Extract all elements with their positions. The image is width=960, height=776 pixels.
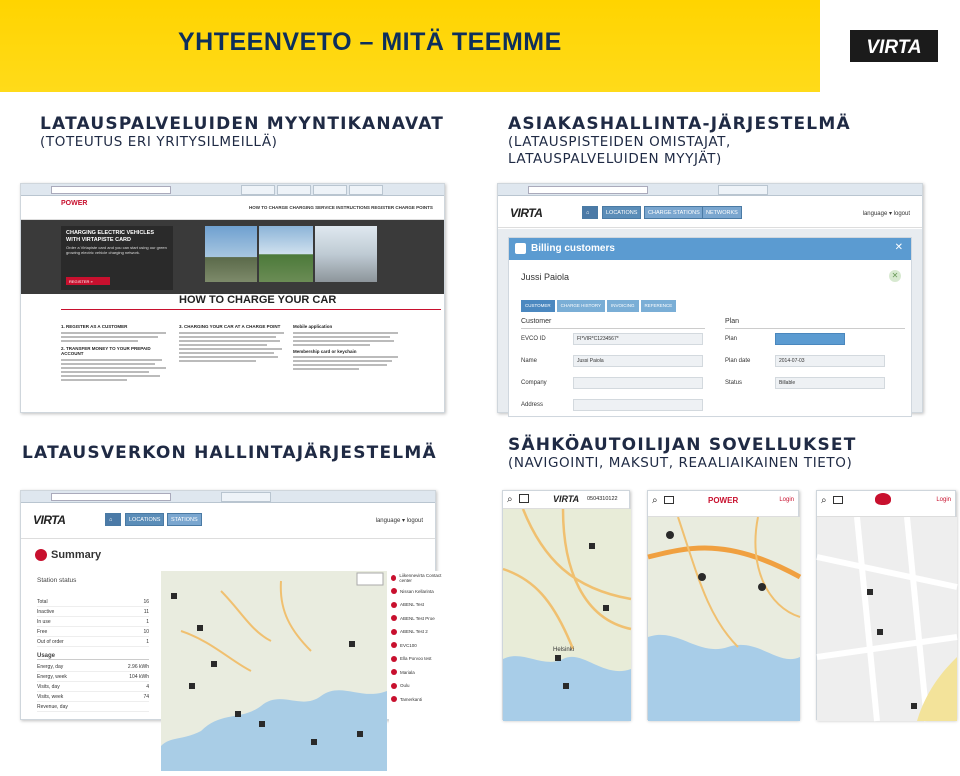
hero-photo-2 — [259, 226, 313, 282]
station-status-title: Station status — [37, 577, 77, 584]
app-map[interactable] — [817, 517, 957, 721]
list-item[interactable]: Mariala — [389, 666, 449, 680]
list-item[interactable]: Nissan Kellarinta — [389, 585, 449, 599]
evco-label: EVCO ID — [521, 336, 546, 342]
hero-card-body: Order a Virtapiste card and you can start using our green growing electric vehicle charging network. — [66, 245, 167, 255]
virta-admin-logo: VIRTA — [510, 206, 543, 220]
address-bar — [51, 186, 171, 194]
section-customer-management — [508, 114, 851, 168]
app-logo — [875, 493, 891, 505]
virta-logo-text: VIRTA — [866, 37, 922, 58]
app-logo: POWER — [708, 496, 739, 505]
app-header — [648, 491, 798, 517]
list-item[interactable]: Liikennevirta Contact center — [389, 571, 449, 585]
plan-date-label: Plan date — [725, 358, 751, 364]
plan-select[interactable] — [775, 333, 845, 345]
company-label: Company — [521, 380, 547, 386]
station-status-table — [37, 597, 149, 712]
admin-body — [498, 229, 922, 412]
instructions-col-2 — [179, 324, 289, 364]
app-logo: VIRTA — [553, 494, 580, 504]
login-link[interactable]: Login — [779, 497, 794, 503]
app-map[interactable] — [503, 509, 631, 721]
section-heading: ASIAKASHALLINTA-JÄRJESTELMÄ — [508, 114, 851, 134]
address-field[interactable] — [573, 399, 703, 411]
browser-tab — [718, 185, 768, 195]
virta-logo — [850, 30, 938, 62]
plan-heading: Plan — [725, 318, 740, 325]
hero-photo-3 — [315, 226, 377, 282]
section-heading: LATAUSPALVELUIDEN MYYNTIKANAVAT — [40, 114, 445, 134]
list-item[interactable]: EVC100 — [389, 639, 449, 653]
app-map[interactable] — [648, 517, 800, 721]
summary-icon — [35, 549, 47, 561]
site-header — [21, 196, 444, 220]
tab-customer[interactable]: CUSTOMER — [521, 300, 555, 312]
panel-header — [509, 238, 911, 260]
account-text[interactable]: 0504310122 — [587, 496, 618, 502]
section-subheading-2: LATAUSPALVELUIDEN MYYJÄT) — [508, 151, 722, 167]
section-sales-channels — [40, 114, 444, 151]
instructions-col-1 — [61, 324, 171, 383]
tab-charge-history[interactable]: CHARGE HISTORY — [557, 300, 605, 312]
list-item[interactable]: ABENL Test — [389, 598, 449, 612]
power-website-screenshot — [20, 183, 445, 413]
table-row: Total 16 — [37, 599, 149, 605]
nav-charge-stations[interactable]: CHARGE STATIONS — [644, 206, 704, 219]
close-circle-icon[interactable]: ✕ — [889, 270, 901, 282]
stations-map[interactable] — [161, 571, 387, 771]
table-row: Free 10 — [37, 629, 149, 635]
section-subheading: (NAVIGOINTI, MAKSUT, REAALIAIKAINEN TIETO) — [508, 455, 853, 471]
section-driver-apps — [508, 435, 857, 472]
panel-title: Billing customers — [531, 243, 615, 254]
station-list — [389, 571, 449, 771]
section-heading: LATAUSVERKON HALLINTAJÄRJESTELMÄ — [22, 443, 437, 463]
summary-title: Summary — [51, 549, 102, 561]
address-label: Address — [521, 402, 544, 408]
section-subheading: (TOTEUTUS ERI YRITYSILMEILLÄ) — [40, 134, 278, 150]
section-subheading: (LATAUSPISTEIDEN OMISTAJAT, — [508, 134, 731, 150]
app-header — [817, 491, 955, 517]
table-row: Visits, day 4 — [37, 684, 149, 690]
browser-tab — [313, 185, 347, 195]
browser-tab — [349, 185, 383, 195]
phone-app-virta — [502, 490, 630, 720]
language-logout[interactable]: language ▾ logout — [862, 211, 910, 217]
section-heading: SÄHKÖAUTOILIJAN SOVELLUKSET — [508, 435, 857, 455]
admin-topbar — [21, 503, 435, 539]
customer-tabs — [521, 294, 678, 312]
nav-networks[interactable]: NETWORKS — [702, 206, 742, 219]
virta-admin-logo: VIRTA — [33, 513, 66, 527]
customer-heading: Customer — [521, 318, 552, 325]
table-row: Revenue, day — [37, 702, 149, 712]
phone-app-plus — [816, 490, 956, 720]
hero-card — [61, 226, 173, 290]
list-item[interactable]: Oulu — [389, 679, 449, 693]
home-button[interactable]: ⌂ — [582, 206, 598, 219]
status-label: Status — [725, 380, 743, 386]
customer-name: Jussi Paiola — [521, 272, 570, 282]
step-title: 2. TRANSFER MONEY TO YOUR PREPAID ACCOUNT — [61, 345, 151, 356]
list-item[interactable]: ABENL Test Proe — [389, 612, 449, 626]
tab-invoicing[interactable]: INVOICING — [607, 300, 639, 312]
hero-photo-1 — [205, 226, 257, 282]
browser-tab — [221, 492, 271, 502]
company-field[interactable] — [573, 377, 703, 389]
admin-topbar — [498, 196, 922, 228]
search-icon[interactable]: ⌕ — [652, 495, 658, 506]
search-icon[interactable]: ⌕ — [507, 494, 513, 505]
billing-panel — [508, 237, 912, 417]
section-network-management — [22, 443, 437, 463]
table-row: In use 1 — [37, 619, 149, 625]
divider — [61, 309, 441, 310]
name-field[interactable]: Jussi Paiola — [573, 355, 703, 367]
name-label: Name — [521, 358, 538, 364]
list-item[interactable]: Ella Porvoo test — [389, 652, 449, 666]
how-to-charge-title: HOW TO CHARGE YOUR CAR — [179, 294, 337, 306]
list-item[interactable]: ABENL Test 2 — [389, 625, 449, 639]
summary-screenshot — [20, 490, 442, 720]
register-button: REGISTER » — [66, 277, 110, 285]
login-link[interactable]: Login — [936, 497, 951, 503]
nav-locations[interactable]: LOCATIONS — [602, 206, 641, 219]
table-row: Visits, week 74 — [37, 694, 149, 700]
plan-date-field[interactable]: 2014-07-03 — [775, 355, 885, 367]
app-header — [503, 491, 629, 509]
card-icon[interactable] — [833, 496, 843, 504]
table-row: Energy, day 2.96 kWh — [37, 664, 149, 670]
browser-tab — [241, 185, 275, 195]
phone-app-power — [647, 490, 799, 720]
address-bar — [528, 186, 648, 194]
usage-title: Usage — [37, 653, 149, 660]
billing-screenshot — [497, 183, 923, 413]
browser-bar — [21, 491, 435, 503]
card-icon[interactable] — [664, 496, 674, 504]
hero-banner — [21, 220, 444, 294]
language-logout[interactable]: language ▾ logout — [375, 518, 423, 524]
hero-card-title: CHARGING ELECTRIC VEHICLES WITH VIRTAPISTE CARD — [66, 230, 155, 243]
slide-title: YHTEENVETO – MITÄ TEEMME — [178, 28, 562, 56]
billing-icon — [515, 243, 526, 254]
card-icon[interactable] — [519, 494, 529, 503]
step-title: 1. REGISTER AS A CUSTOMER — [61, 324, 128, 329]
table-row: Energy, week 104 kWh — [37, 674, 149, 680]
plan-label: Plan — [725, 336, 738, 342]
status-field[interactable]: Billable — [775, 377, 885, 389]
tab-reference[interactable]: REFERENCE — [641, 300, 677, 312]
step-title: Membership card or keychain — [293, 348, 357, 354]
site-nav: HOW TO CHARGE CHARGING SERVICE INSTRUCTIONS REGISTER CHARGE POINTS — [249, 205, 433, 210]
address-bar — [51, 493, 171, 501]
power-logo: POWER — [61, 200, 88, 207]
search-icon[interactable]: ⌕ — [821, 495, 827, 506]
nav-stations[interactable]: STATIONS — [167, 513, 202, 526]
instructions-col-3 — [293, 324, 403, 372]
table-row: Inactive 11 — [37, 609, 149, 615]
table-row: Out of order 1 — [37, 639, 149, 645]
home-button[interactable]: ⌂ — [105, 513, 121, 526]
browser-bar — [21, 184, 444, 196]
step-title: Mobile application — [293, 324, 333, 329]
evco-field[interactable]: FI*VIR*C1234567* — [573, 333, 703, 345]
list-item[interactable]: Tamerkanti — [389, 693, 449, 707]
browser-bar — [498, 184, 922, 196]
summary-body — [21, 541, 442, 719]
step-title: 3. CHARGING YOUR CAR AT A CHARGE POINT — [179, 324, 281, 329]
browser-tab — [277, 185, 311, 195]
close-icon[interactable]: ✕ — [894, 242, 903, 253]
nav-locations[interactable]: LOCATIONS — [125, 513, 164, 526]
map-label: Helsinki — [553, 647, 575, 653]
